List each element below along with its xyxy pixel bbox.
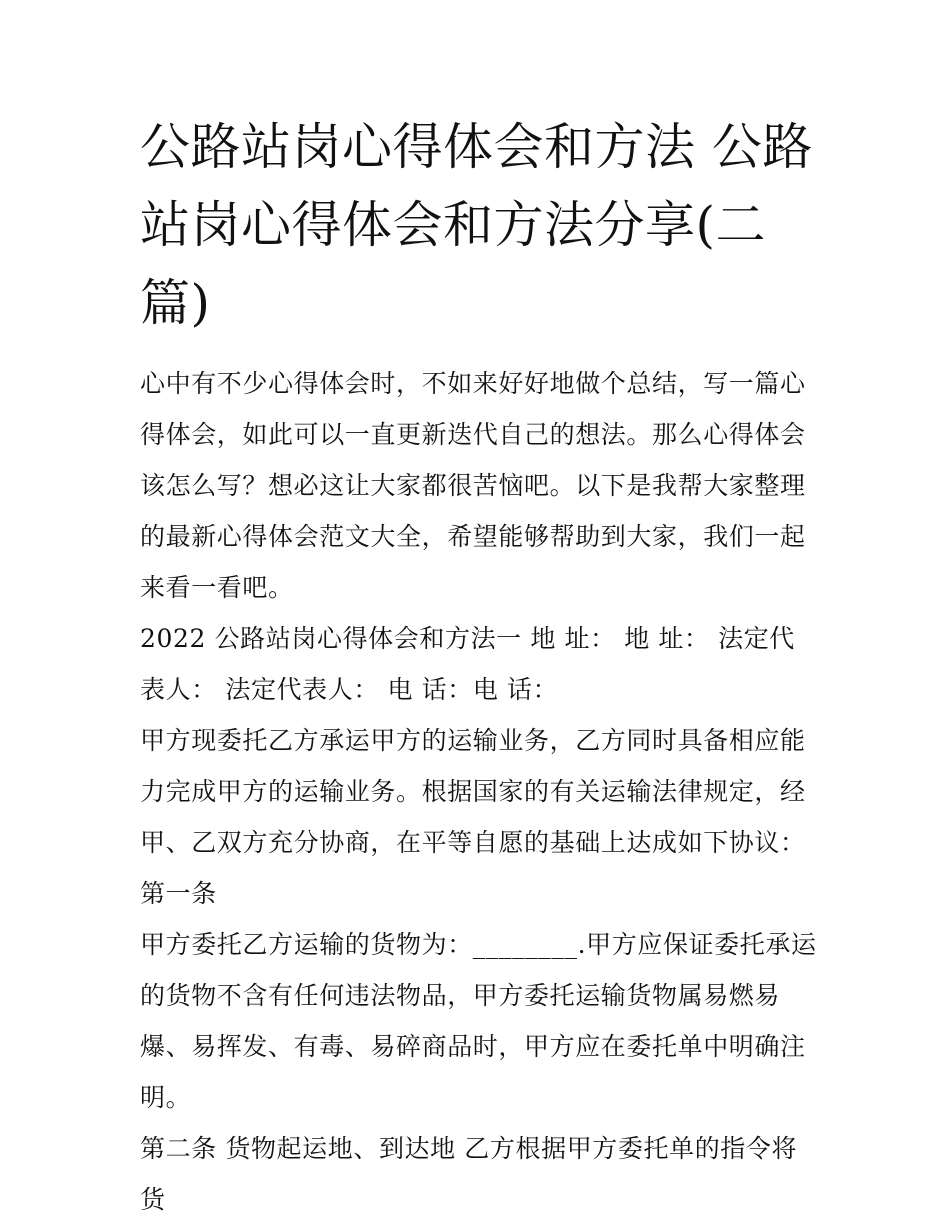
document-body bbox=[140, 358, 820, 1225]
document-page bbox=[140, 108, 820, 1225]
paragraph-goods: 甲方委托乙方运输的货物为：________.甲方应保证委托承运的货物不含有任何违法物品，甲方委托运输货物属易燃易爆、易挥发、有毒、易碎商品时，甲方应在委托单中明确注明。 bbox=[140, 930, 817, 1112]
paragraph-agreement-intro: 甲方现委托乙方承运甲方的运输业务，乙方同时具备相应能力完成甲方的运输业务。根据国家的有关运输法律规定，经甲、乙双方充分协商，在平等自愿的基础上达成如下协议： bbox=[140, 726, 806, 857]
paragraph-contact-info: 2022 公路站岗心得体会和方法一 地 址： 地 址： 法定代表人： 法定代表人： 电 话：电 话： bbox=[140, 624, 795, 704]
article-two-heading: 第二条 货物起运地、到达地 乙方根据甲方委托单的指令将货 bbox=[140, 1134, 798, 1214]
paragraph-intro: 心中有不少心得体会时，不如来好好地做个总结，写一篇心得体会，如此可以一直更新迭代自己的想法。那么心得体会该怎么写？想必这让大家都很苦恼吧。以下是我帮大家整理的最新心得体会范文大全，希望能够帮助到大家，我们一起来看一看吧。 bbox=[140, 369, 806, 602]
document-title: 公路站岗心得体会和方法 公路站岗心得体会和方法分享(二篇) bbox=[140, 118, 813, 332]
article-one-heading: 第一条 bbox=[140, 879, 217, 908]
